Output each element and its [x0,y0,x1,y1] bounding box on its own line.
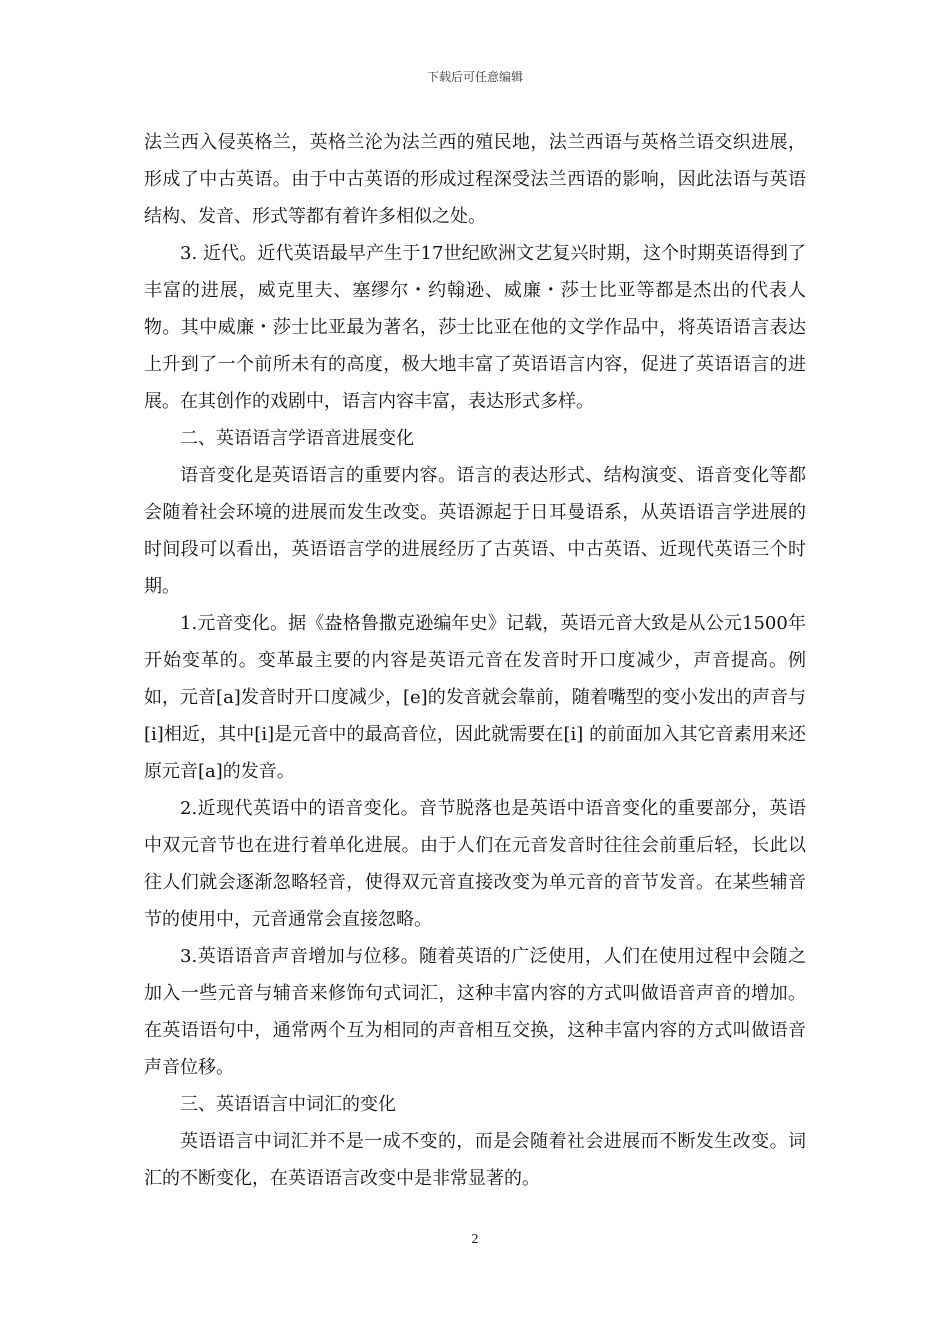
document-body [144,124,806,1197]
section-heading-3: 三、英语语言中词汇的变化 [180,1094,396,1115]
page-number: 2 [471,1232,479,1247]
page-header: 下载后可任意编辑 [426,70,523,84]
paragraph-7: 英语语言中词汇并不是一成不变的，而是会随着社会进展而不断发生改变。词汇的不断变化，在英语语言改变中是非常显著的。 [144,1131,806,1189]
section-heading-2: 二、英语语言学语音进展变化 [180,428,414,449]
paragraph-1: 法兰西入侵英格兰，英格兰沦为法兰西的殖民地，法兰西语与英格兰语交织进展，形成了中古英语。由于中古英语的形成过程深受法兰西语的影响，因此法语与英语结构、发音、形式等都有着许多相似之处。 [144,132,806,227]
paragraph-4: 1.元音变化。据《盎格鲁撒克逊编年史》记载，英语元音大致是从公元1500年开始变革的。变革最主要的内容是英语元音在发音时开口度减少，声音提高。例如，元音[a]发音时开口度减少，[e]的发音就会靠前，随着嘴型的变小发出的声音与[i]相近，其中[i]是元音中的最高音位，因此就需要在[i] 的前面加入其它音素用来还原元音[a]的发音。 [144,613,806,782]
paragraph-2: 3. 近代。近代英语最早产生于17世纪欧洲文艺复兴时期，这个时期英语得到了丰富的进展，威克里夫、塞缪尔・约翰逊、威廉・莎士比亚等都是杰出的代表人物。其中威廉・莎士比亚最为著名，莎士比亚在他的文学作品中，将英语语言表达上升到了一个前所未有的高度，极大地丰富了英语语言内容，促进了英语语言的进展。在其创作的戏剧中，语言内容丰富，表达形式多样。 [144,243,806,412]
paragraph-5: 2.近现代英语中的语音变化。音节脱落也是英语中语音变化的重要部分，英语中双元音节也在进行着单化进展。由于人们在元音发音时往往会前重后轻，长此以往人们就会逐渐忽略轻音，使得双元音直接改变为单元音的音节发音。在某些辅音节的使用中，元音通常会直接忽略。 [144,798,806,930]
paragraph-3: 语音变化是英语语言的重要内容。语言的表达形式、结构演变、语音变化等都会随着社会环境的进展而发生改变。英语源起于日耳曼语系，从英语语言学进展的时间段可以看出，英语语言学的进展经历了古英语、中古英语、近现代英语三个时期。 [144,465,806,597]
paragraph-6: 3.英语语音声音增加与位移。随着英语的广泛使用，人们在使用过程中会随之加入一些元音与辅音来修饰句式词汇，这种丰富内容的方式叫做语音声音的增加。在英语语句中，通常两个互为相同的声音相互交换，这种丰富内容的方式叫做语音声音位移。 [144,946,806,1078]
